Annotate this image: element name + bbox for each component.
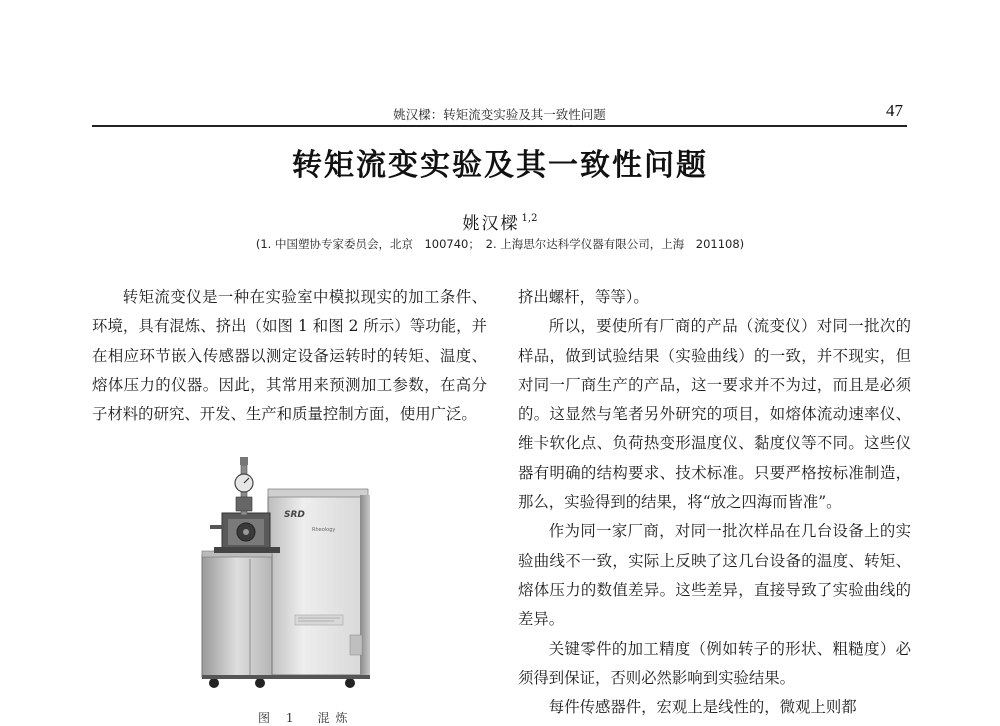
author-name: 姚汉樑: [462, 214, 520, 234]
affiliation: (1. 中国塑协专家委员会，北京 100740； 2. 上海思尔达科学仪器有限公司，上海 201108): [255, 237, 745, 251]
running-head: [92, 103, 907, 125]
right-column: [518, 283, 911, 722]
cabinet-label-plate: [295, 615, 343, 625]
paragraph: 转矩流变仪是一种在实验室中模拟现实的加工条件、环境，具有混炼、挤出（如图 1 和图 2 所示）等功能，并在相应环节嵌入传感器以测定设备运转时的转矩、温度、熔体压力的仪器。因此，其常用来预测加工参数，在高分子材料的研究、开发、生产和质量控制方面，使用广泛。: [92, 288, 487, 424]
paragraph: 关键零件的加工精度（例如转子的形状、粗糙度）必须得到保证，否则必然影响到实验结果。: [518, 639, 911, 687]
running-title: 姚汉樑：转矩流变实验及其一致性问题: [393, 107, 606, 122]
wheel-icon: [345, 678, 355, 688]
figure-caption: 图 1 混炼: [258, 711, 354, 725]
mixer-base-plate: [214, 547, 280, 553]
author-line: [0, 209, 1000, 234]
wheel-icon: [255, 678, 265, 688]
article-title: 转矩流变实验及其一致性问题: [292, 148, 708, 183]
front-cabinet: [202, 555, 272, 677]
header-rule: [92, 125, 907, 127]
page-number: 47: [886, 101, 903, 120]
paragraph: 所以，要使所有厂商的产品（流变仪）对同一批次的样品，做到试验结果（实验曲线）的一致，并不现实，但对同一厂商生产的产品，这一要求并不为过，而且是必须的。这显然与笔者另外研究的项目，如熔体流动速率仪、维卡软化点、负荷热变形温度仪、黏度仪等不同。这些仪器有明确的结构要求、技术标准。只要严格按标准制造，那么，实验得到的结果，将“放之四海而皆准”。: [518, 317, 911, 512]
author-affiliation-marks: 1,2: [521, 213, 538, 224]
mixer-illustration: [200, 455, 390, 705]
paragraph: 作为同一家厂商，对同一批次样品在几台设备上的实验曲线不一致，实际上反映了这几台设备的温度、转矩、熔体压力的数值差异。这些差异，直接导致了实验曲线的差异。: [518, 522, 911, 629]
figure-mixer: [200, 455, 390, 723]
paragraph: 每件传感器件，宏观上是线性的，微观上则都: [548, 698, 857, 717]
device-panel-label: Rheology: [312, 527, 336, 533]
paragraph-continuation: 挤出螺杆，等等）。: [518, 288, 649, 306]
device-logo: SRD: [284, 510, 305, 520]
cabinet-top: [268, 489, 368, 497]
left-column: [92, 283, 487, 429]
wheel-icon: [209, 678, 219, 688]
